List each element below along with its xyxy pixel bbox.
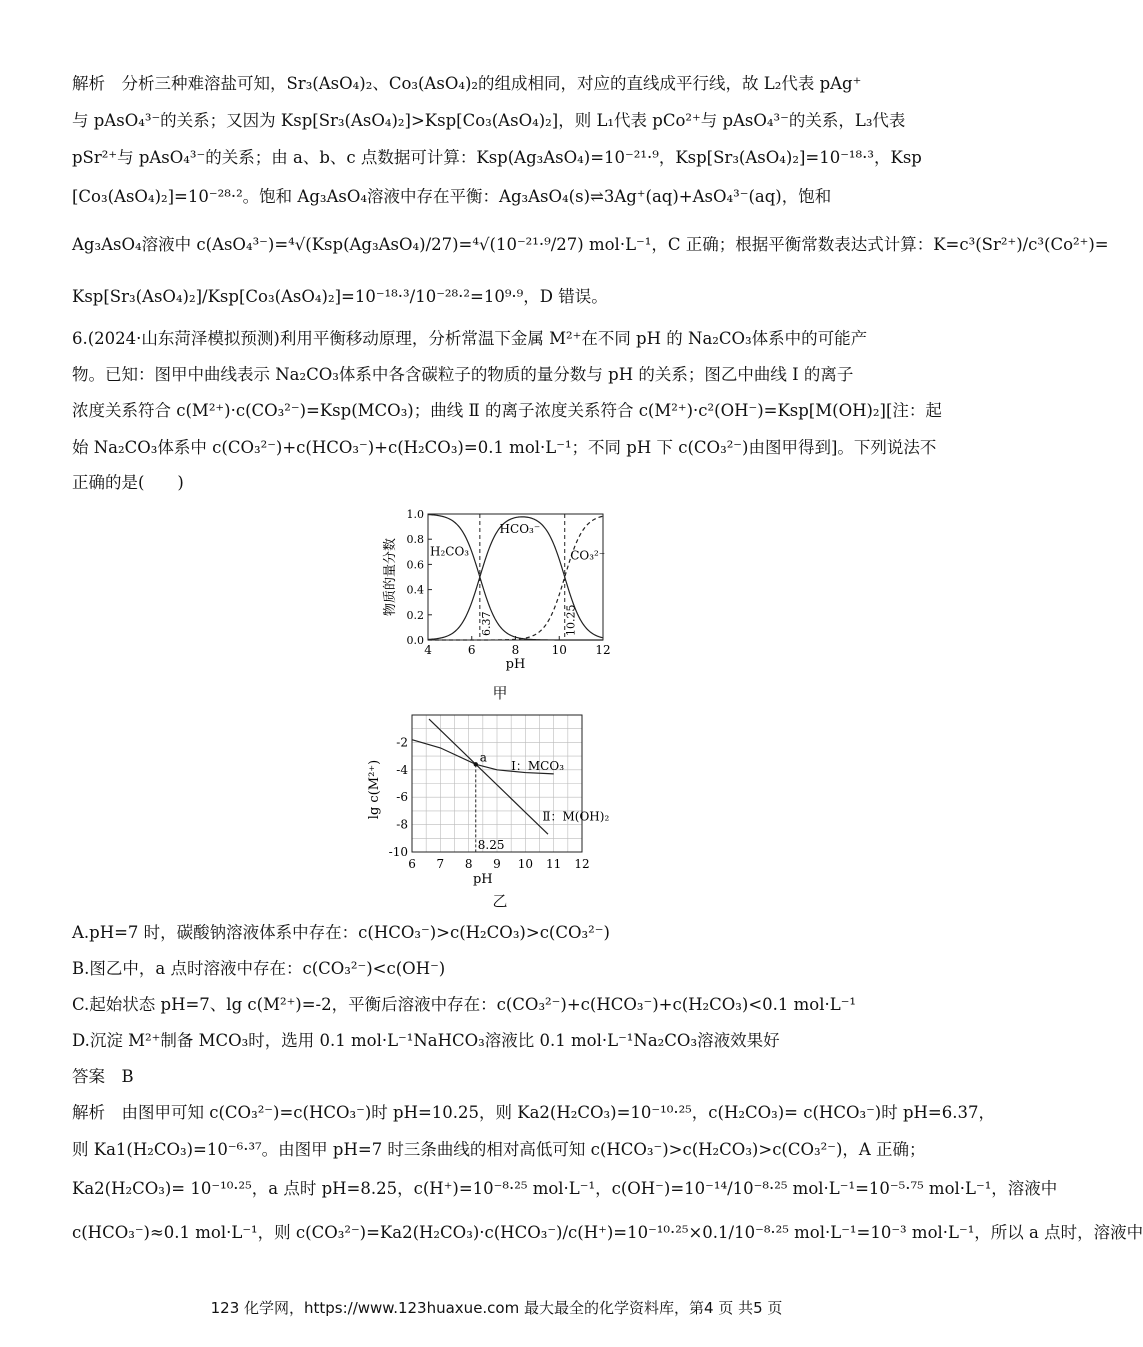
y-tick-label: 1.0 (406, 508, 424, 521)
text-line: 正确的是( ) (72, 473, 184, 492)
x-axis-label: pH (505, 657, 526, 672)
option-a: A.pH=7 时，碳酸钠溶液体系中存在：c(HCO₃⁻)>c(H₂CO₃)>c(CO₃²⁻) (72, 923, 610, 942)
answer: 答案 B (72, 1067, 134, 1086)
x-tick-label: 11 (546, 857, 562, 871)
text-line: Ag₃AsO₄溶液中 c(AsO₄³⁻)=⁴√(Ksp(Ag₃AsO₄)/27)=⁴√(10⁻²¹·⁹/27) mol·L⁻¹，C 正确；根据平衡常数表达式计算：K=c³(Sr²⁺)/c³(Co²⁺)= (72, 235, 1109, 254)
y-tick-label: 0.4 (406, 583, 424, 597)
chart-caption: 甲 (492, 684, 508, 702)
x-axis-label: pH (472, 872, 493, 887)
analysis-line: Ka2(H₂CO₃)= 10⁻¹⁰·²⁵，a 点时 pH=8.25，c(H⁺)=10⁻⁸·²⁵ mol·L⁻¹，c(OH⁻)=10⁻¹⁴/10⁻⁸·²⁵ mol·L⁻¹=10⁻⁵·⁷⁵ mol·L⁻¹，溶液中 (72, 1179, 1058, 1198)
y-tick-label: -8 (396, 817, 408, 832)
text-line: 解析 分析三种难溶盐可知，Sr₃(AsO₄)₂、Co₃(AsO₄)₂的组成相同，对应的直线成平行线，故 L₂代表 pAg⁺ (72, 74, 862, 93)
option-d: D.沉淀 M²⁺制备 MCO₃时，选用 0.1 mol·L⁻¹NaHCO₃溶液比 0.1 mol·L⁻¹Na₂CO₃溶液效果好 (72, 1031, 780, 1050)
x-tick-label: 8 (511, 643, 520, 657)
option-c: C.起始状态 pH=7、lg c(M²⁺)=-2，平衡后溶液中存在：c(CO₃²⁻)+c(HCO₃⁻)+c(H₂CO₃)<0.1 mol·L⁻¹ (72, 995, 857, 1014)
series-label: HCO₃⁻ (499, 521, 541, 536)
chart-caption: 乙 (492, 892, 508, 910)
question-stem: 6.(2024·山东菏泽模拟预测)利用平衡移动原理，分析常温下金属 M²⁺在不同 pH 的 Na₂CO₃体系中的可能产 (72, 329, 868, 348)
reference-label: 6.37 (479, 611, 493, 636)
point-a (474, 762, 478, 766)
text-line: Ksp[Sr₃(AsO₄)₂]/Ksp[Co₃(AsO₄)₂]=10⁻¹⁸·³/10⁻²⁸·²=10⁹·⁹，D 错误。 (72, 287, 608, 306)
page-footer: 123 化学网，https://www.123huaxue.com 最大最全的化学资料库，第4 页 共5 页 (210, 1299, 783, 1317)
y-tick-label: -6 (396, 790, 408, 805)
text-line: 浓度关系符合 c(M²⁺)·c(CO₃²⁻)=Ksp(MCO₃)；曲线 Ⅱ 的离子浓度关系符合 c(M²⁺)·c²(OH⁻)=Ksp[M(OH)₂][注：起 (72, 401, 942, 420)
x-tick-label: 4 (424, 643, 432, 657)
x-tick-label: 12 (595, 643, 611, 657)
series-label: Ⅱ：M(OH)₂ (542, 809, 610, 824)
chart-jia (370, 500, 630, 700)
y-tick-label: -4 (396, 762, 408, 777)
reference-label: 8.25 (477, 838, 505, 852)
series-line-moh2 (429, 719, 548, 834)
x-tick-label: 7 (436, 857, 445, 871)
text-line: 物。已知：图甲中曲线表示 Na₂CO₃体系中各含碳粒子的物质的量分数与 pH 的关系；图乙中曲线 Ⅰ 的离子 (72, 365, 854, 384)
y-tick-label: -2 (396, 735, 408, 750)
text-line: 始 Na₂CO₃体系中 c(CO₃²⁻)+c(HCO₃⁻)+c(H₂CO₃)=0.1 mol·L⁻¹；不同 pH 下 c(CO₃²⁻)由图甲得到]。下列说法不 (72, 438, 937, 457)
x-tick-label: 8 (464, 857, 473, 871)
y-tick-label: -10 (388, 845, 408, 859)
series-label: Ⅰ：MCO₃ (511, 758, 565, 773)
x-tick-label: 12 (574, 857, 590, 871)
series-label: H₂CO₃ (430, 544, 470, 559)
x-tick-label: 10 (517, 857, 533, 871)
reference-label: 10.25 (564, 604, 578, 636)
analysis-line: c(HCO₃⁻)≈0.1 mol·L⁻¹，则 c(CO₃²⁻)=Ka2(H₂CO₃)·c(HCO₃⁻)/c(H⁺)=10⁻¹⁰·²⁵×0.1/10⁻⁸·²⁵ mol·L⁻¹=10⁻³ mol·L⁻¹，所以 a 点时，溶液中 (72, 1223, 1143, 1242)
x-tick-label: 6 (408, 857, 416, 871)
x-tick-label: 10 (551, 643, 567, 657)
option-b: B.图乙中，a 点时溶液中存在：c(CO₃²⁻)<c(OH⁻) (72, 959, 446, 978)
y-axis-label: lg c(M²⁺) (367, 759, 382, 820)
y-tick-label: 0.8 (406, 533, 424, 547)
text-line: [Co₃(AsO₄)₂]=10⁻²⁸·²。饱和 Ag₃AsO₄溶液中存在平衡：Ag₃AsO₄(s)⇌3Ag⁺(aq)+AsO₄³⁻(aq)，饱和 (72, 187, 832, 206)
y-axis-label: 物质的量分数 (383, 537, 398, 617)
series-label: CO₃²⁻ (570, 548, 606, 563)
x-tick-label: 6 (467, 643, 476, 657)
chart-yi (360, 705, 640, 900)
analysis-line: 解析 由图甲可知 c(CO₃²⁻)=c(HCO₃⁻)时 pH=10.25，则 Ka2(H₂CO₃)=10⁻¹⁰·²⁵，c(H₂CO₃)= c(HCO₃⁻)时 pH=6.37， (72, 1103, 995, 1122)
x-tick-label: 9 (493, 857, 501, 871)
text-line: 与 pAsO₄³⁻的关系；又因为 Ksp[Sr₃(AsO₄)₂]>Ksp[Co₃(AsO₄)₂]，则 L₁代表 pCo²⁺与 pAsO₄³⁻的关系，L₃代表 (72, 111, 906, 130)
y-tick-label: 0.0 (406, 634, 424, 647)
y-tick-label: 0.6 (406, 558, 424, 572)
analysis-line: 则 Ka1(H₂CO₃)=10⁻⁶·³⁷。由图甲 pH=7 时三条曲线的相对高低可知 c(HCO₃⁻)>c(H₂CO₃)>c(CO₃²⁻)，A 正确； (72, 1140, 926, 1159)
text-line: pSr²⁺与 pAsO₄³⁻的关系；由 a、b、c 点数据可计算：Ksp(Ag₃AsO₄)=10⁻²¹·⁹，Ksp[Sr₃(AsO₄)₂]=10⁻¹⁸·³，Ksp (72, 148, 922, 167)
y-tick-label: 0.2 (406, 608, 424, 622)
point-label: a (479, 750, 487, 765)
